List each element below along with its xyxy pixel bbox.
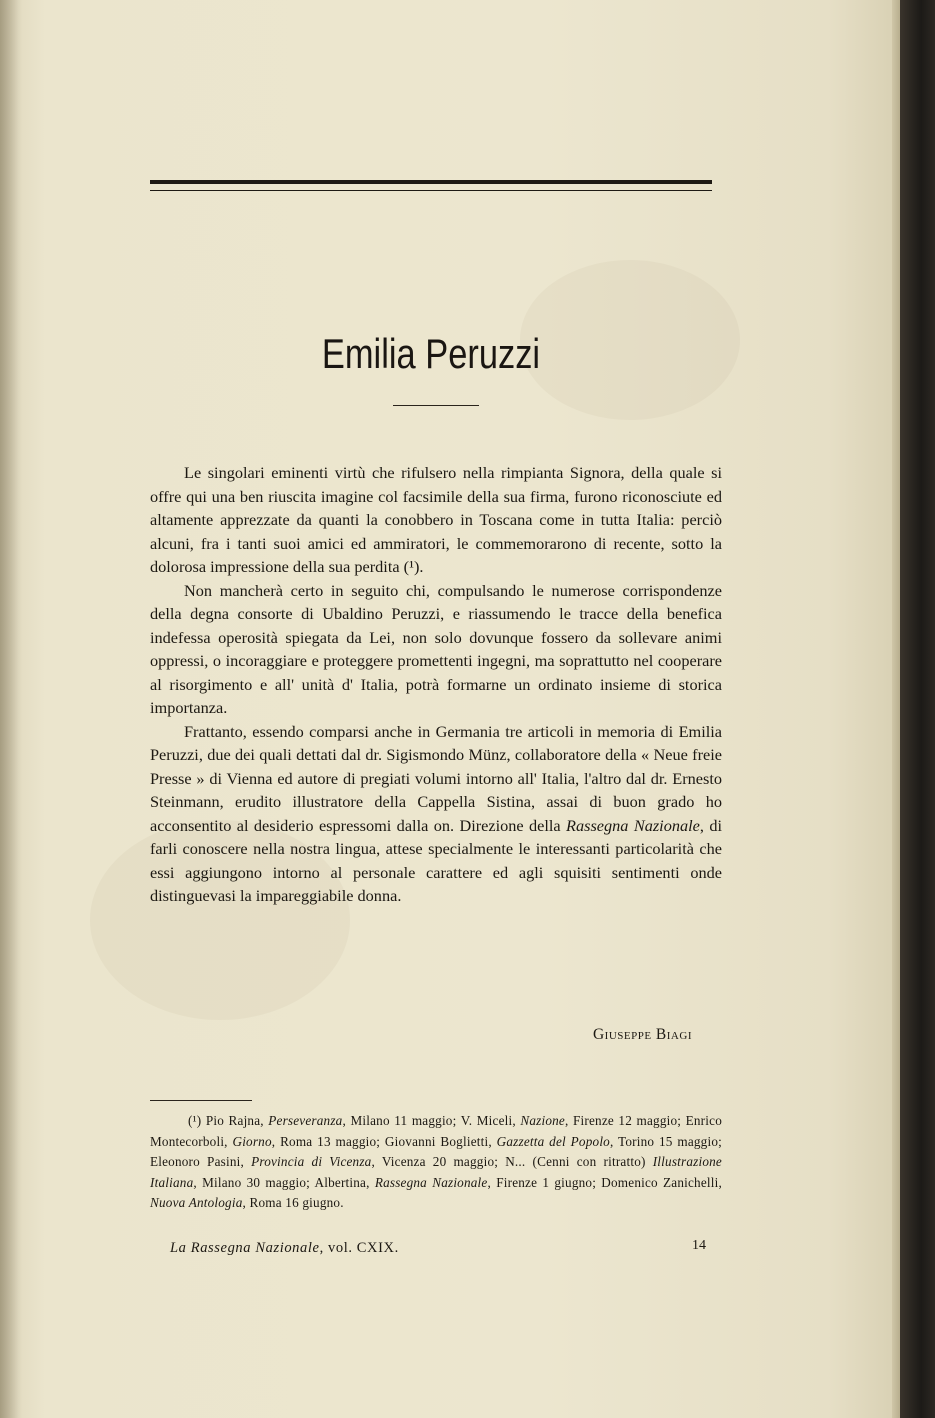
footnote-text: , Roma 13 maggio; Giovanni Boglietti,: [271, 1133, 497, 1149]
footnote-rule: [150, 1100, 252, 1101]
author-signature: Giuseppe Biagi: [592, 1026, 692, 1043]
footnote-text: , Firenze 1 giugno; Domenico Zanichelli,: [487, 1174, 722, 1190]
footnote-source-italic: Rassegna Nazionale: [374, 1174, 488, 1190]
footnote-paragraph: [150, 1111, 722, 1214]
footnote-source-italic: Giorno: [232, 1133, 272, 1149]
gutter-shadow: [0, 0, 22, 1418]
journal-title: La Rassegna Nazionale: [170, 1240, 320, 1256]
paragraph-1: Le singolari eminenti virtù che rifulsero nella rimpianta Signora, della quale si offre qui una ben riuscita imagine col facsimile della sua firma, furono riconosciute ed altamente apprezzate da quanti la conobbero in Toscana come in tutta Italia: perciò alcuni, fra i tanti suoi amici ed ammiratori, le commemorarono di recente, sotto la dolorosa impressione della sua perdita (¹).: [150, 463, 722, 576]
footnote: [150, 1111, 722, 1214]
book-binding: [900, 0, 935, 1418]
footnote-source-italic: Illustrazione Italiana: [150, 1154, 722, 1190]
footnote-source-italic: Nazione: [520, 1113, 565, 1128]
header-thin-rule: [150, 190, 712, 191]
article-body: [150, 461, 722, 908]
paragraph-3-text-b: , di farli conoscere nella nostra lingua, attese specialmente le interessanti particolarità che essi aggiungono intorno al personale carattere ed agli squisiti sentimenti onde distinguevasi la impareggiabile donna.: [150, 815, 722, 905]
footnote-text: , Milano 30 maggio; Albertina,: [193, 1174, 375, 1190]
title-underline: [393, 405, 479, 406]
running-foot: [170, 1240, 399, 1257]
paragraph-2: Non mancherà certo in seguito chi, compulsando le numerose corrispondenze della degna consorte di Ubaldino Peruzzi, e riassumendo le tracce della benefica indefessa operosità spiegata da Lei, non solo dovunque fossero da sollevare animi oppressi, o incoraggiare e proteggere promettenti ingegni, ma soprattutto nel cooperare al risorgimento e all' unità d' Italia, potrà formarne un ordinato insieme di storica importanza.: [150, 580, 722, 717]
footnote-text: , Torino 15 maggio; Eleonoro Pasini,: [150, 1133, 722, 1170]
footnote-text: , Milano 11 maggio; V. Miceli,: [342, 1113, 521, 1128]
footnote-text: , Vicenza 20 maggio; N... (Cenni con ritratto): [371, 1154, 653, 1170]
article-title: Emilia Peruzzi: [321, 330, 541, 377]
journal-name-italic: Rassegna Nazionale: [566, 815, 700, 835]
footnote-text: (¹) Pio Rajna,: [188, 1113, 269, 1128]
header-double-rule: [150, 180, 712, 184]
footnote-text: , Firenze 12 maggio; Enrico Montecorboli,: [150, 1113, 722, 1149]
footnote-source-italic: Gazzetta del Popolo: [496, 1133, 610, 1149]
paragraph-3: [150, 720, 722, 908]
volume-label: , vol. CXIX.: [319, 1240, 399, 1256]
page-edge: [892, 0, 900, 1418]
footnote-text: , Roma 16 giugno.: [242, 1195, 344, 1211]
footnote-source-italic: Provincia di Vicenza: [251, 1154, 372, 1170]
footnote-source-italic: Perseveranza: [268, 1113, 343, 1128]
page-number: 14: [692, 1238, 706, 1253]
paragraph-3-text-a: Frattanto, essendo comparsi anche in Germania tre articoli in memoria di Emilia Peruzzi, due dei quali dettati dal dr. Sigismondo Münz, collaboratore della « Neue freie Presse » di Vienna ed autore di pregiati volumi intorno all' Italia, l'altro dal dr. Ernesto Steinmann, erudito illustratore della Cappella Sistina, assai di buon grado ho acconsentito al desiderio espressomi dalla on. Direzione della: [150, 721, 722, 835]
footnote-source-italic: Nuova Antologia: [150, 1195, 243, 1211]
